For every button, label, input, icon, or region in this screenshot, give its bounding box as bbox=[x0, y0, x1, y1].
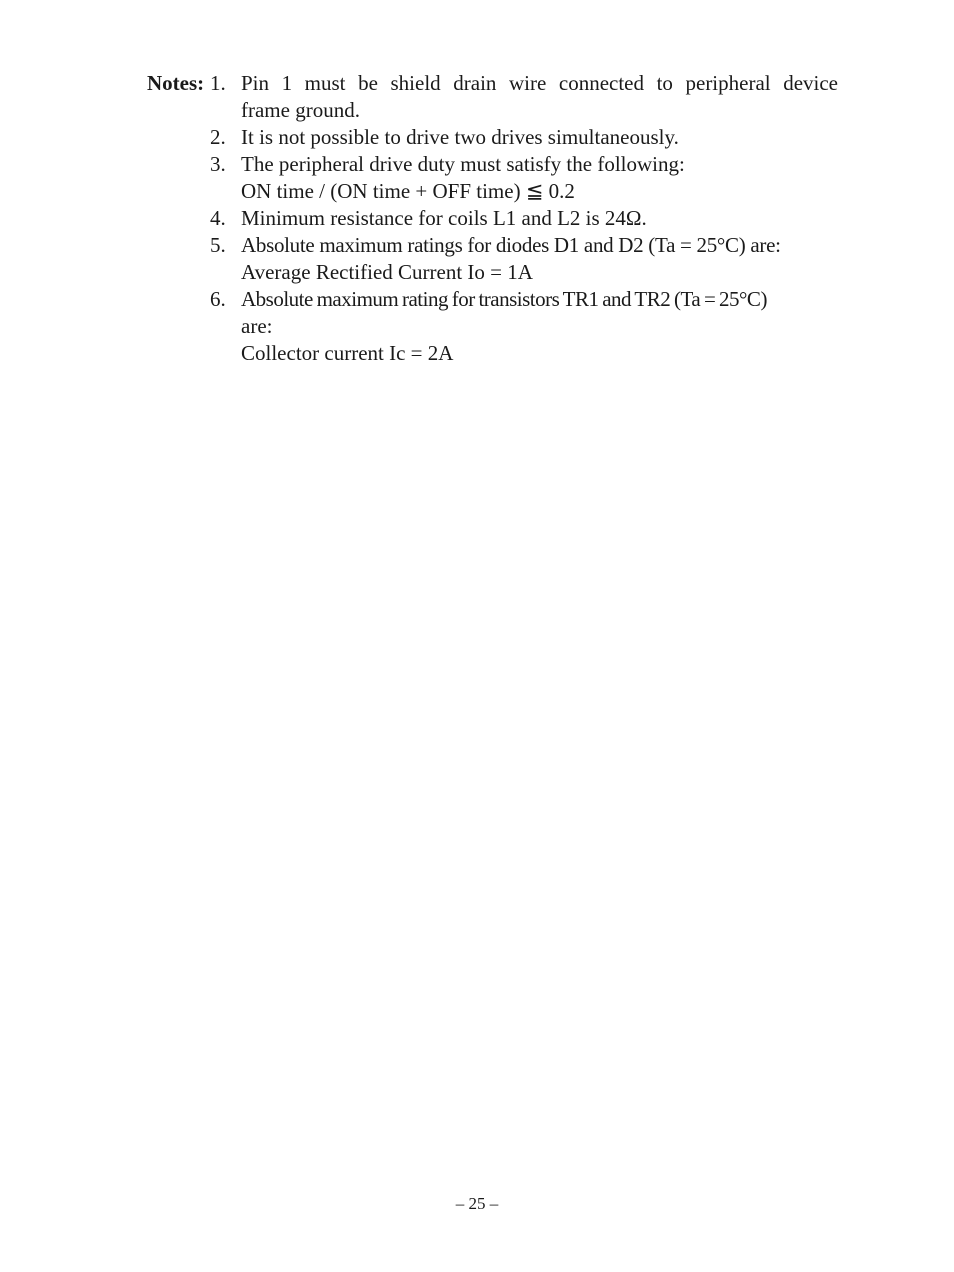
note-number: 6. bbox=[210, 287, 226, 311]
note-line: Minimum resistance for coils L1 and L2 is 24Ω. bbox=[241, 206, 647, 230]
note-line: Average Rectified Current Io = 1A bbox=[241, 260, 533, 284]
note-line: are: bbox=[241, 314, 273, 338]
note-line: It is not possible to drive two drives simultaneously. bbox=[241, 125, 679, 149]
page-number: – 25 – bbox=[455, 1194, 499, 1213]
notes-section bbox=[147, 70, 838, 367]
note-line: The peripheral drive duty must satisfy the following: bbox=[241, 152, 685, 176]
notes-label: Notes: bbox=[147, 71, 205, 95]
note-item-5 bbox=[147, 232, 838, 286]
note-line: frame ground. bbox=[241, 98, 360, 122]
note-item-3 bbox=[147, 151, 838, 205]
note-item-2 bbox=[147, 124, 838, 151]
note-line: Collector current Ic = 2A bbox=[241, 341, 454, 365]
note-item-1 bbox=[147, 70, 838, 124]
note-number: 5. bbox=[210, 233, 226, 257]
note-number: 2. bbox=[210, 125, 226, 149]
note-number: 3. bbox=[210, 152, 226, 176]
note-line: Absolute maximum rating for transistors TR1 and TR2 (Ta = 25°C) bbox=[241, 287, 767, 311]
note-line: ON time / (ON time + OFF time) ≦ 0.2 bbox=[241, 179, 575, 203]
note-line: Absolute maximum ratings for diodes D1 and D2 (Ta = 25°C) are: bbox=[241, 233, 781, 257]
note-number: 1. bbox=[210, 71, 226, 95]
note-item-6 bbox=[147, 286, 838, 367]
note-number: 4. bbox=[210, 206, 226, 230]
note-item-4 bbox=[147, 205, 838, 232]
note-line: Pin 1 must be shield drain wire connected to peripheral device bbox=[241, 71, 838, 95]
